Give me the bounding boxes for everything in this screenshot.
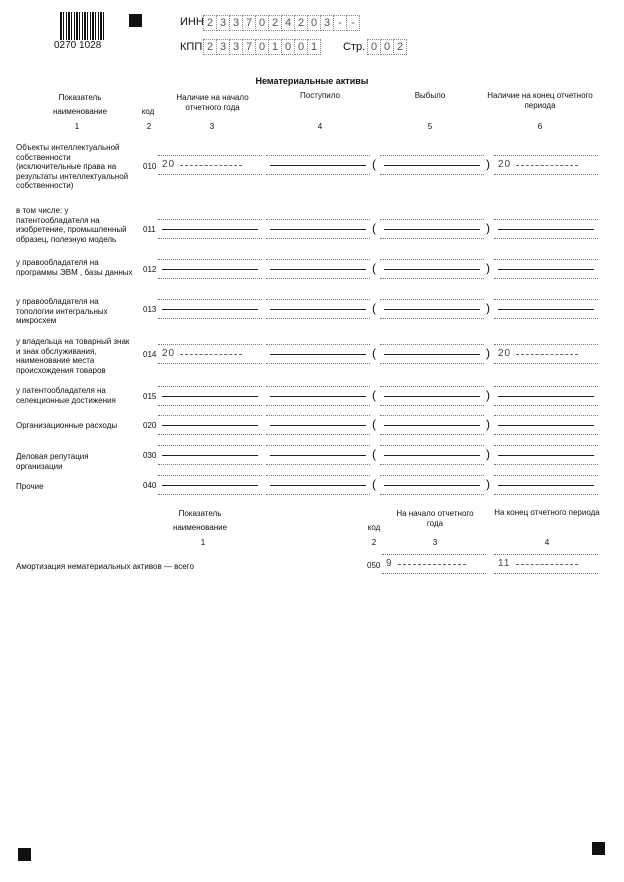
field-013-start — [158, 299, 262, 319]
empty-line — [498, 396, 594, 397]
field-015-start — [158, 386, 262, 406]
paren-open: ( — [372, 388, 376, 402]
value-010-end: 20 — [498, 159, 512, 170]
empty-line — [270, 425, 366, 426]
field-040-end — [494, 475, 598, 495]
empty-line — [384, 455, 480, 456]
amort-col-start: На начало отчетного года — [396, 509, 474, 528]
field-040-start — [158, 475, 262, 495]
empty-line — [270, 455, 366, 456]
field-013-received — [266, 299, 370, 319]
registration-mark-top — [129, 14, 142, 27]
barcode — [60, 12, 104, 40]
inn-cells — [203, 15, 360, 31]
empty-line — [384, 396, 480, 397]
field-014-start — [158, 344, 262, 364]
paren-close: ) — [486, 301, 490, 315]
inn-digit: 3 — [321, 15, 334, 31]
col-name: наименование — [52, 107, 108, 116]
field-012-disposed — [380, 259, 484, 279]
row-code-012: 012 — [143, 265, 157, 274]
amort-field-start — [382, 554, 486, 574]
col-indicator: Показатель — [58, 93, 102, 102]
field-015-end — [494, 386, 598, 406]
field-012-received — [266, 259, 370, 279]
field-040-received — [266, 475, 370, 495]
empty-line — [162, 229, 258, 230]
paren-close: ) — [486, 261, 490, 275]
row-label-020: Организационные расходы — [16, 421, 118, 430]
paren-open: ( — [372, 477, 376, 491]
amort-col-name: наименование — [172, 523, 228, 532]
paren-close: ) — [486, 388, 490, 402]
paren-open: ( — [372, 157, 376, 171]
row-code-013: 013 — [143, 305, 157, 314]
row-code-015: 015 — [143, 392, 157, 401]
empty-line — [162, 396, 258, 397]
col-end: Наличие на конец отчетного периода — [487, 91, 593, 110]
amort-num-4: 4 — [544, 538, 550, 547]
empty-line — [270, 309, 366, 310]
row-code-030: 030 — [143, 451, 157, 460]
inn-digit: 2 — [203, 15, 217, 31]
field-011-disposed — [380, 219, 484, 239]
row-label-010: Объекты интеллектуальной собственности (исключительные права на результаты интеллектуальной собственности) — [16, 143, 129, 190]
page-digit: 2 — [394, 39, 407, 55]
value-014-start: 20 — [162, 348, 176, 359]
kpp-cells — [203, 39, 321, 55]
col-num-6: 6 — [537, 122, 543, 131]
inn-digit: 4 — [282, 15, 295, 31]
empty-line — [384, 309, 480, 310]
field-012-end — [494, 259, 598, 279]
empty-line — [498, 269, 594, 270]
inn-digit: 7 — [243, 15, 256, 31]
row-label-015: у патентообладателя на селекционные достижения — [16, 386, 116, 405]
inn-digit: 2 — [295, 15, 308, 31]
field-010-start — [158, 155, 262, 175]
row-code-020: 020 — [143, 421, 157, 430]
col-num-4: 4 — [317, 122, 323, 131]
empty-line — [384, 229, 480, 230]
page-label: Стр. — [343, 41, 366, 53]
paren-open: ( — [372, 447, 376, 461]
row-label-040: Прочие — [16, 482, 44, 491]
amort-num-1: 1 — [200, 538, 206, 547]
field-011-start — [158, 219, 262, 239]
inn-digit: 2 — [269, 15, 282, 31]
empty-line — [384, 485, 480, 486]
page-digit: 0 — [381, 39, 394, 55]
empty-line — [162, 269, 258, 270]
field-012-start — [158, 259, 262, 279]
inn-digit: 3 — [217, 15, 230, 31]
empty-line — [384, 425, 480, 426]
empty-line — [270, 354, 366, 355]
amort-field-end — [494, 554, 598, 574]
empty-line — [162, 485, 258, 486]
row-label-013: у правообладателя на топологии интегральных микросхем — [16, 297, 108, 325]
dash-line — [180, 165, 242, 166]
kpp-digit: 3 — [217, 39, 230, 55]
row-label-030: Деловая репутация организации — [16, 452, 89, 471]
barcode-number: 0270 1028 — [54, 40, 102, 51]
kpp-digit: 0 — [295, 39, 308, 55]
empty-line — [498, 425, 594, 426]
paren-close: ) — [486, 346, 490, 360]
col-num-1: 1 — [74, 122, 80, 131]
field-015-received — [266, 386, 370, 406]
inn-digit: - — [334, 15, 347, 31]
field-011-end — [494, 219, 598, 239]
paren-close: ) — [486, 447, 490, 461]
field-040-disposed — [380, 475, 484, 495]
dash-line — [180, 354, 242, 355]
field-010-received — [266, 155, 370, 175]
paren-open: ( — [372, 301, 376, 315]
amort-label: Амортизация нематериальных активов — всего — [16, 562, 194, 571]
registration-mark-bottom-left — [18, 848, 31, 861]
field-030-start — [158, 445, 262, 465]
empty-line — [270, 269, 366, 270]
paren-close: ) — [486, 221, 490, 235]
field-014-end — [494, 344, 598, 364]
empty-line — [498, 309, 594, 310]
page-cells — [367, 39, 407, 55]
kpp-label: КПП — [180, 41, 203, 53]
paren-open: ( — [372, 221, 376, 235]
field-020-received — [266, 415, 370, 435]
kpp-digit: 0 — [282, 39, 295, 55]
inn-digit: 3 — [230, 15, 243, 31]
row-code-011: 011 — [143, 225, 156, 234]
row-label-012: у правообладателя на программы ЭВМ , базы данных — [16, 258, 133, 277]
amort-col-end: На конец отчетного периода — [494, 508, 600, 517]
field-014-received — [266, 344, 370, 364]
col-num-2: 2 — [146, 122, 152, 131]
field-020-start — [158, 415, 262, 435]
kpp-digit: 2 — [203, 39, 217, 55]
dash-line — [516, 564, 578, 565]
value-014-end: 20 — [498, 348, 512, 359]
empty-line — [162, 309, 258, 310]
dash-line — [398, 564, 466, 565]
field-010-disposed — [380, 155, 484, 175]
paren-close: ) — [486, 477, 490, 491]
registration-mark-bottom-right — [592, 842, 605, 855]
row-label-011: в том числе: у патентообладателя на изобретение, промышленный образец, полезную модель — [16, 206, 127, 244]
row-code-040: 040 — [143, 481, 157, 490]
kpp-digit: 1 — [308, 39, 321, 55]
col-num-5: 5 — [427, 122, 433, 131]
field-020-end — [494, 415, 598, 435]
empty-line — [162, 425, 258, 426]
field-030-received — [266, 445, 370, 465]
empty-line — [162, 455, 258, 456]
kpp-digit: 0 — [256, 39, 269, 55]
field-014-disposed — [380, 344, 484, 364]
inn-label: ИНН — [180, 16, 204, 28]
field-015-disposed — [380, 386, 484, 406]
empty-line — [498, 455, 594, 456]
field-011-received — [266, 219, 370, 239]
row-code-010: 010 — [143, 162, 157, 171]
empty-line — [270, 165, 366, 166]
col-start: Наличие на начало отчетного года — [176, 93, 249, 112]
empty-line — [498, 485, 594, 486]
field-030-end — [494, 445, 598, 465]
field-030-disposed — [380, 445, 484, 465]
col-disposed: Выбыло — [414, 91, 446, 100]
amort-code: 050 — [367, 561, 381, 570]
section-title: Нематериальные активы — [255, 76, 369, 86]
paren-open: ( — [372, 346, 376, 360]
amort-num-2: 2 — [371, 538, 377, 547]
amort-col-code: код — [367, 523, 381, 532]
empty-line — [498, 229, 594, 230]
empty-line — [384, 269, 480, 270]
inn-digit: - — [347, 15, 360, 31]
field-020-disposed — [380, 415, 484, 435]
amort-num-3: 3 — [432, 538, 438, 547]
kpp-digit: 1 — [269, 39, 282, 55]
empty-line — [270, 485, 366, 486]
dash-line — [516, 165, 578, 166]
dash-line — [516, 354, 578, 355]
paren-open: ( — [372, 261, 376, 275]
field-010-end — [494, 155, 598, 175]
paren-close: ) — [486, 417, 490, 431]
paren-close: ) — [486, 157, 490, 171]
row-label-014: у владельца на товарный знак и знак обслуживания, наименование места происхождения товаров — [16, 337, 130, 375]
field-013-disposed — [380, 299, 484, 319]
col-code: код — [141, 107, 155, 116]
kpp-digit: 3 — [230, 39, 243, 55]
empty-line — [384, 165, 480, 166]
col-num-3: 3 — [209, 122, 215, 131]
kpp-digit: 7 — [243, 39, 256, 55]
value-010-start: 20 — [162, 159, 176, 170]
empty-line — [270, 396, 366, 397]
field-013-end — [494, 299, 598, 319]
empty-line — [270, 229, 366, 230]
inn-digit: 0 — [256, 15, 269, 31]
amort-value-start: 9 — [386, 558, 393, 569]
page-digit: 0 — [367, 39, 381, 55]
row-code-014: 014 — [143, 350, 157, 359]
paren-open: ( — [372, 417, 376, 431]
amort-col-indicator: Показатель — [178, 509, 222, 518]
inn-digit: 0 — [308, 15, 321, 31]
amort-value-end: 11 — [498, 558, 511, 569]
col-received: Поступило — [300, 91, 340, 100]
empty-line — [384, 354, 480, 355]
